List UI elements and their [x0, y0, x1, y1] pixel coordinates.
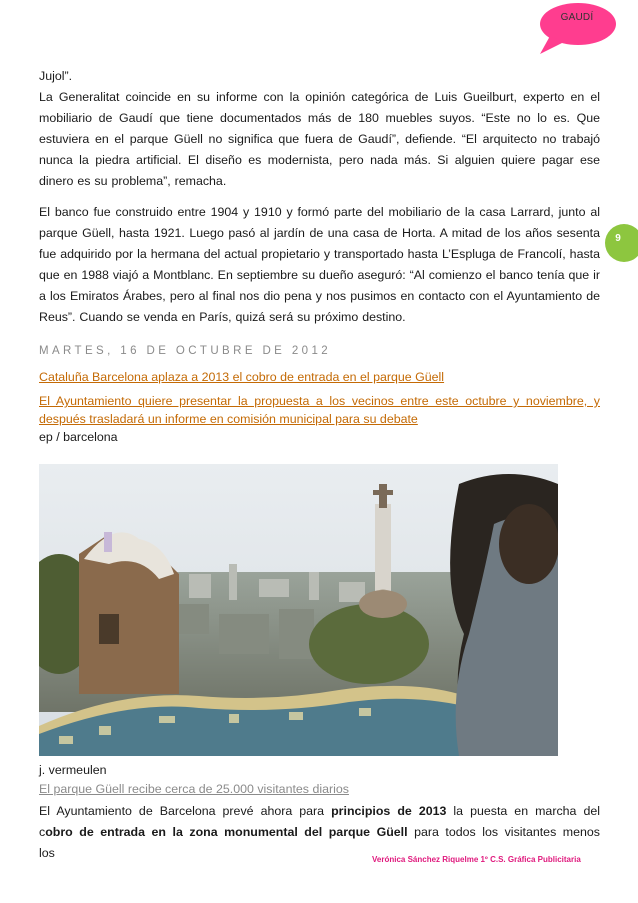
- body-text-1: El Ayuntamiento de Barcelona prevé ahora para: [39, 804, 332, 818]
- section-bubble: [538, 2, 616, 52]
- paragraph-1: Jujol”.: [39, 69, 73, 83]
- body-bold-1: principios de 2013: [331, 804, 447, 818]
- speech-bubble-icon: [538, 2, 616, 58]
- photo-credit: j. vermeulen: [39, 763, 107, 777]
- photo-caption-link[interactable]: El parque Güell recibe cerca de 25.000 visitantes diarios: [39, 782, 349, 796]
- paragraph-2: La Generalitat coincide en su informe con la opinión categórica de Luis Gueilburt, experto en el mobiliario de Gaudí que tiene documentados más de 180 muebles suyos. “Este no lo es. Que estuviera en el parque Güell no significa que fuera de Gaudí”, defiende. “El arquitecto no trabajó nunca la piedra artificial. El diseño es modernista, pero nada más. Si alguien quiere pagar ese dinero es su problema”, remacha.: [39, 90, 600, 188]
- body-text-3: para todos los visitantes menos los: [39, 825, 600, 860]
- page-number-badge: [604, 220, 638, 266]
- post-date: MARTES, 16 DE OCTUBRE DE 2012: [39, 345, 332, 357]
- page-footer: Verónica Sánchez Riquelme 1º C.S. Gráfica Publicitaria: [372, 855, 581, 864]
- byline: ep / barcelona: [39, 430, 118, 444]
- subtitle-link[interactable]: El Ayuntamiento quiere presentar la propuesta a los vecinos entre este octubre y noviembre, y después trasladará un informe en comisión municipal para su debate: [39, 394, 600, 426]
- page-number: 9: [615, 233, 621, 244]
- body-text-2: la puesta en marcha del c: [39, 804, 600, 839]
- park-guell-photo: [39, 464, 558, 756]
- body-bold-2: obro de entrada en la zona monumental del parque Güell: [45, 825, 408, 839]
- headline-link[interactable]: Cataluña Barcelona aplaza a 2013 el cobro de entrada en el parque Güell: [39, 370, 445, 384]
- section-title: GAUDÍ: [560, 12, 594, 23]
- paragraph-3: El banco fue construido entre 1904 y 1910 y formó parte del mobiliario de la casa Larrard, junto al parque Güell, hasta 1921. Luego pasó al jardín de una casa de Horta. A mitad de los años sesenta fue adquirido por la hermana del actual propietario y transportado hasta L’Espluga de Francolí, hasta que en 1988 viajó a Montblanc. En septiembre su dueño aseguró: “Al comienzo el banco tenía que ir a los Emiratos Árabes, pero al final nos dio pena y nos pusimos en contacto con el Ayuntamiento de Reus”. Cuando se venda en París, quizá será su próximo destino.: [39, 205, 600, 324]
